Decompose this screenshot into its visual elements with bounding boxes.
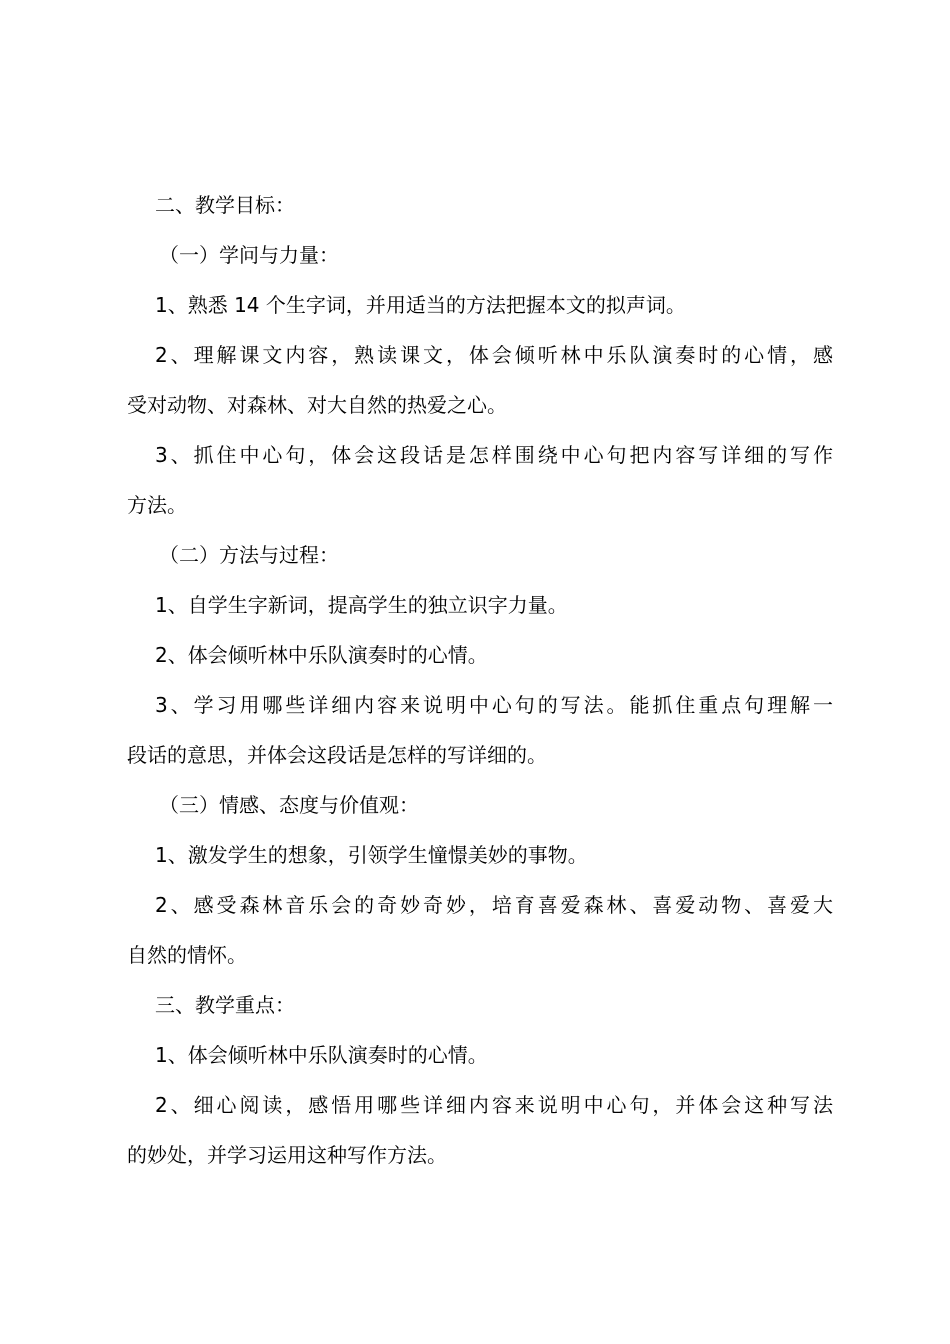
subsection-heading-knowledge: （一）学问与力量： [159, 243, 339, 267]
paragraph-line: 的妙处，并学习运用这种写作方法。 [127, 1143, 447, 1167]
subsection-heading-emotion: （三）情感、态度与价值观： [159, 793, 419, 817]
paragraph-line: 1、自学生字新词，提高学生的独立识字力量。 [155, 593, 568, 617]
paragraph-line: 自然的情怀。 [127, 943, 247, 967]
section-heading-objectives: 二、教学目标： [155, 193, 295, 217]
paragraph-line: 2、感受森林音乐会的奇妙奇妙，培育喜爱森林、喜爱动物、喜爱大 [155, 893, 833, 917]
paragraph-line: 2、体会倾听林中乐队演奏时的心情。 [155, 643, 488, 667]
paragraph-line: 3、抓住中心句，体会这段话是怎样围绕中心句把内容写详细的写作 [155, 443, 833, 467]
paragraph-line: 3、学习用哪些详细内容来说明中心句的写法。能抓住重点句理解一 [155, 693, 833, 717]
paragraph-line: 段话的意思，并体会这段话是怎样的写详细的。 [127, 743, 547, 767]
section-heading-key-points: 三、教学重点： [155, 993, 295, 1017]
paragraph-line: 方法。 [127, 493, 187, 517]
subsection-heading-method: （二）方法与过程： [159, 543, 339, 567]
paragraph-line: 1、激发学生的想象，引领学生憧憬美妙的事物。 [155, 843, 588, 867]
document-page [127, 180, 833, 1180]
paragraph-line: 受对动物、对森林、对大自然的热爱之心。 [127, 393, 507, 417]
paragraph-line: 2、细心阅读，感悟用哪些详细内容来说明中心句，并体会这种写法 [155, 1093, 833, 1117]
paragraph-line: 2、理解课文内容，熟读课文，体会倾听林中乐队演奏时的心情，感 [155, 343, 833, 367]
paragraph-line: 1、体会倾听林中乐队演奏时的心情。 [155, 1043, 488, 1067]
paragraph-line: 1、熟悉 14 个生字词，并用适当的方法把握本文的拟声词。 [155, 293, 686, 317]
